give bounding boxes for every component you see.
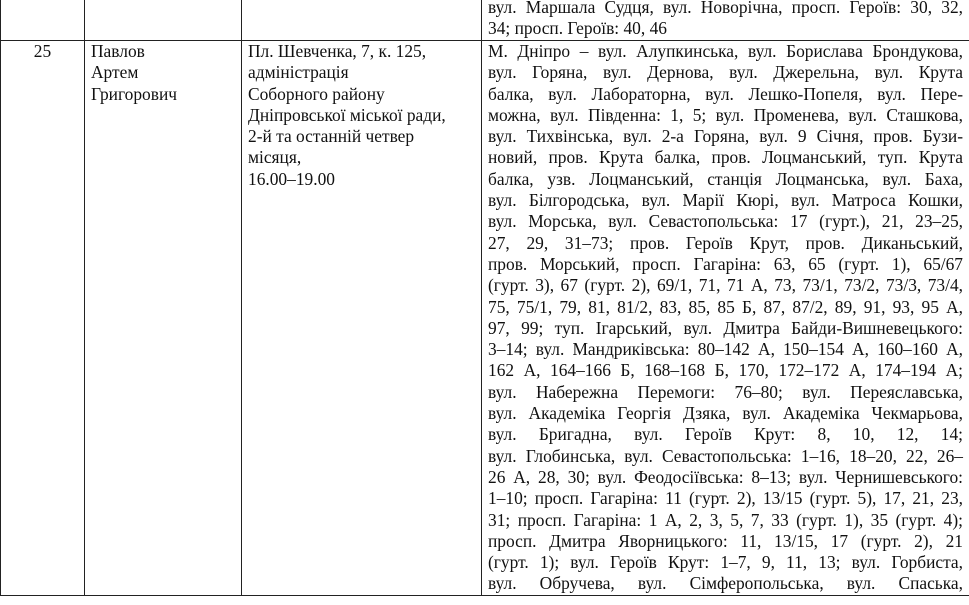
reception-line: місяця,	[248, 147, 302, 168]
address-line: 75, 75/1, 79, 81, 81/2, 83, 85, 85 Б, 87, 87/2, 89, 91, 93, 95 А,	[488, 296, 963, 317]
first-name: Артем	[91, 62, 139, 83]
address-line: вул. Маршала Судця, вул. Новорічна, просп. Героїв: 30, 32,	[488, 0, 963, 17]
address-line: вул. Горяна, вул. Дернова, вул. Джерельна, вул. Крута	[488, 62, 963, 83]
address-line: (гурт. 1); вул. Героїв Крут: 1–7, 9, 11, 13; вул. Горбиста,	[488, 552, 963, 573]
address-line: (гурт. 3), 67 (гурт. 2), 69/1, 71, 71 А, 73, 73/1, 73/2, 73/3, 73/4,	[488, 275, 963, 296]
name-cell	[85, 0, 242, 41]
address-line: 3–14; вул. Мандриківська: 80–142 А, 150–154 А, 160–160 А,	[488, 339, 963, 360]
address-line: вул. Академіка Георгія Дзяка, вул. Академіка Чекмарьова,	[488, 403, 963, 424]
address-line: вул. Білгородська, вул. Марії Кюрі, вул. Матроса Кошки,	[488, 190, 963, 211]
patronymic: Григорович	[91, 83, 178, 104]
address-line: 34; просп. Героїв: 40, 46	[488, 18, 667, 39]
reception-line: Соборного району	[248, 83, 385, 104]
address-line: 97, 99; туп. Ігарський, вул. Дмитра Байди-Вишневецького:	[488, 317, 963, 338]
address-line: новий, пров. Крута балка, пров. Лоцманський, туп. Крута	[488, 147, 963, 168]
address-line: балка, узв. Лоцманський, станція Лоцманська, вул. Баха,	[488, 168, 963, 189]
address-line: 31; просп. Гагаріна: 1 А, 2, 3, 5, 7, 33 (гурт. 1), 35 (гурт. 4);	[488, 509, 963, 530]
number-cell: 25	[1, 41, 85, 596]
address-line: 1–10; просп. Гагаріна: 11 (гурт. 2), 13/15 (гурт. 5), 17, 21, 23,	[488, 488, 963, 509]
address-line: вул. Тихвінська, вул. 2-а Горяна, вул. 9 Січня, пров. Бузи-	[488, 126, 963, 147]
address-line: балка, вул. Лабораторна, вул. Лешко-Попеля, вул. Пере-	[488, 83, 963, 104]
address-line: 27, 29, 31–73; пров. Героїв Крут, пров. Диканьський,	[488, 232, 963, 253]
address-line: М. Дніпро – вул. Алупкинська, вул. Бориславa Брондукова,	[488, 41, 963, 61]
address-line: вул. Глобинська, вул. Севастопольська: 1–16, 18–20, 22, 26–	[488, 445, 963, 466]
address-line: просп. Дмитра Яворницького: 11, 13/15, 17 (гурт. 2), 21	[488, 530, 963, 551]
reception-line: адміністрація	[248, 62, 349, 83]
address-line: 162 А, 164–166 Б, 168–168 Б, 170, 172–172 А, 174–194 А;	[488, 360, 963, 381]
reception-cell	[242, 41, 482, 596]
reception-line: 2-й та останній четвер	[248, 126, 415, 147]
name-cell	[85, 41, 242, 596]
surname: Павлов	[91, 41, 145, 61]
addresses-cell	[482, 0, 969, 41]
address-line: 26 А, 28, 30; вул. Феодосіївська: 8–13; вул. Чернишевського:	[488, 466, 963, 487]
address-line: пров. Морський, просп. Гагаріна: 63, 65 (гурт. 1), 65/67	[488, 253, 963, 274]
address-line: вул. Обручева, вул. Сімферопольська, вул. Спаська,	[488, 573, 963, 594]
reception-line: Дніпровської міської ради,	[248, 104, 446, 125]
address-line: можна, вул. Південна: 1, 5; вул. Променева, вул. Сташкова,	[488, 104, 963, 125]
number-cell	[1, 0, 85, 41]
address-line: вул. Набережна Перемоги: 76–80; вул. Переяславська,	[488, 381, 963, 402]
reception-line: Пл. Шевченка, 7, к. 125,	[248, 41, 427, 61]
addresses-cell	[482, 41, 969, 596]
reception-cell	[242, 0, 482, 41]
reception-hours: 16.00–19.00	[248, 168, 335, 189]
table-row	[1, 41, 969, 596]
address-line: вул. Бригадна, вул. Героїв Крут: 8, 10, 12, 14;	[488, 424, 963, 445]
table-row	[1, 0, 969, 41]
address-line: вул. Морська, вул. Севастопольська: 17 (гурт.), 21, 23–25,	[488, 211, 963, 232]
